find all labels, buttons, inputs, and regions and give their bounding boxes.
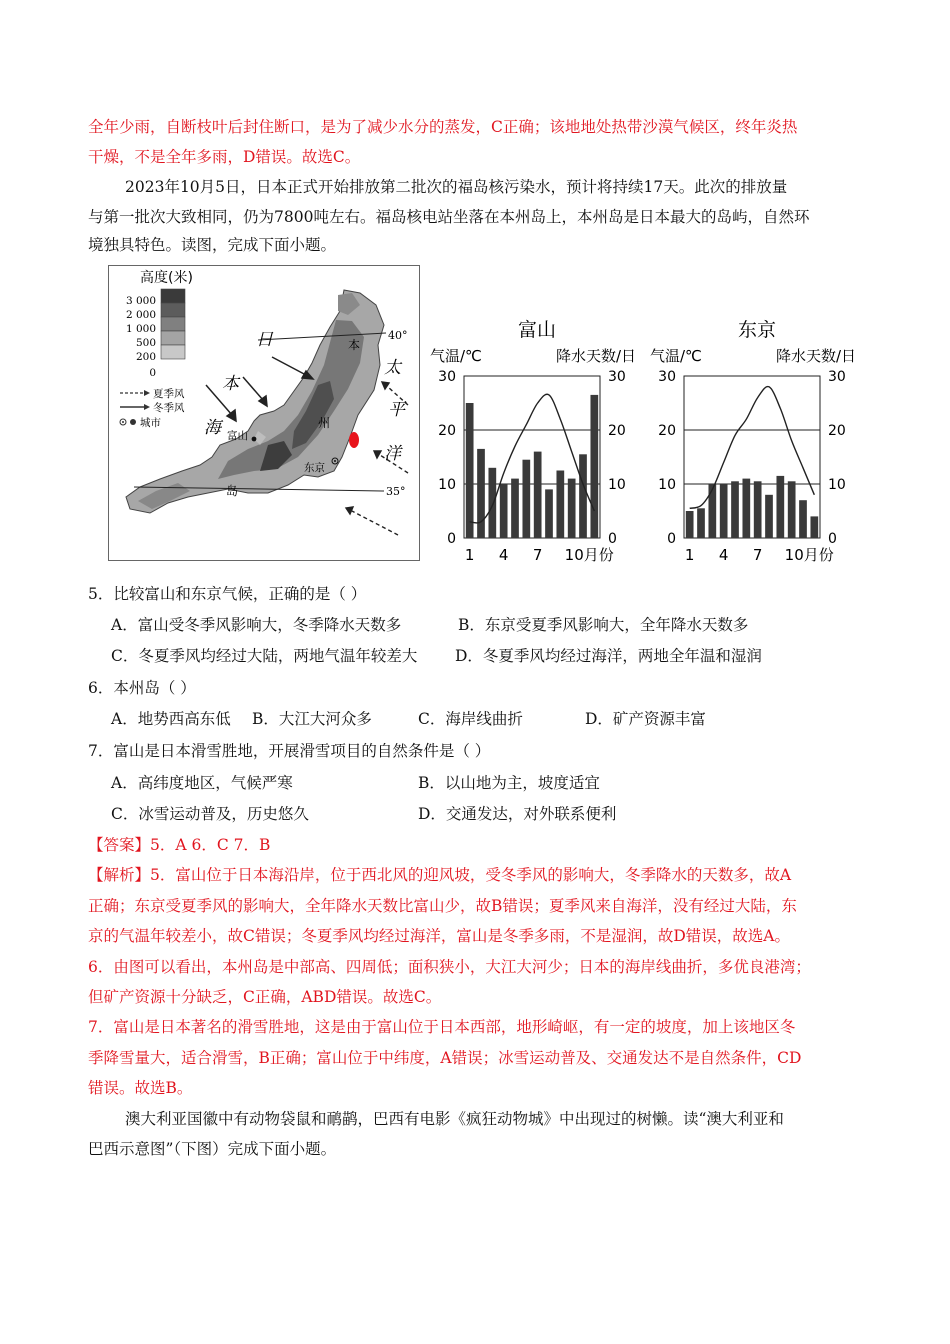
toyama-label: 富山 (227, 430, 248, 442)
y-axis-label-right: 降水天数/日 (555, 347, 636, 365)
x-tick-label: 7 (752, 546, 763, 564)
precip-bar (534, 452, 542, 538)
precip-bar (697, 508, 705, 538)
analysis-line-3: 京的气温年较差小，故C错误；冬夏季风均经过海洋，富山是冬季多雨，不是湿润，故D错误，故选A。 (88, 927, 790, 945)
y-tick-label-right: 20 (828, 423, 846, 439)
q5-option-c[interactable]: C．冬夏季风均经过大陆，两地气温年较差大 (111, 647, 418, 665)
winter-wind-label: 冬季风 (153, 402, 185, 414)
tokyo-climate-chart (648, 310, 860, 568)
precip-bar (466, 403, 474, 538)
legend-swatch (161, 331, 185, 345)
precip-bar (720, 484, 728, 538)
answer-text: 5．A 6．C 7．B (150, 836, 271, 854)
q7-option-b[interactable]: B．以山地为主，坡度适宜 (418, 774, 600, 792)
y-axis-label-right: 降水天数/日 (775, 347, 856, 365)
temperature-curve (470, 394, 595, 523)
precip-bar (522, 460, 530, 538)
x-tick-label: 1 (464, 546, 475, 564)
analysis-line-6: 7．富山是日本著名的滑雪胜地，这是由于富山位于日本西部，地形崎岖，有一定的坡度，加上该地区冬 (88, 1018, 796, 1036)
honshu-label-dao: 岛 (226, 484, 239, 498)
ocean-label-yang: 洋 (384, 444, 401, 464)
q7-option-d[interactable]: D．交通发达，对外联系便利 (418, 805, 617, 823)
analysis-line-4: 6．由图可以看出，本州岛是中部高、四周低；面积狭小，大江大河少；日本的海岸线曲折，多优良港湾； (88, 958, 811, 976)
toyama-city-dot (252, 437, 257, 442)
x-tick-label: 7 (532, 546, 543, 564)
x-tick-label: 10月份 (564, 546, 614, 564)
precip-bar (488, 468, 496, 538)
y-tick-label-left: 20 (438, 423, 456, 439)
analysis-line-8: 错误。故选B。 (88, 1079, 193, 1097)
precip-bar (511, 479, 519, 538)
precip-bar (477, 449, 485, 538)
answer-line (88, 834, 270, 856)
precip-bar (754, 481, 762, 538)
precip-bar (579, 454, 587, 538)
precip-bar (568, 479, 576, 538)
honshu-label-zhou: 州 (318, 416, 331, 430)
next-intro-line-1: 澳大利亚国徽中有动物袋鼠和鸸鹋，巴西有电影《疯狂动物城》中出现过的树懒。读“澳大利亚和 (125, 1110, 784, 1128)
y-tick-label-left: 10 (438, 477, 456, 493)
legend-swatch (161, 345, 185, 359)
analysis-line-7: 季降雪量大，适合滑雪，B正确；富山位于中纬度，A错误；冰雪运动普及、交通发达不是自然条件，CD (88, 1049, 802, 1067)
y-tick-label-left: 20 (658, 423, 676, 439)
y-axis-label-left: 气温/℃ (650, 347, 702, 365)
q6-option-b[interactable]: B．大江大河众多 (252, 710, 372, 728)
precip-bar (765, 495, 773, 538)
analysis-line-1 (88, 864, 791, 886)
legend-label: 0 (149, 367, 156, 379)
honshu-label-ben: 本 (348, 338, 361, 352)
japan-map (108, 265, 420, 561)
y-tick-label-right: 30 (608, 369, 626, 385)
q7-option-c[interactable]: C．冰雪运动普及，历史悠久 (111, 805, 309, 823)
analysis-text: 5．富山位于日本海沿岸，位于西北风的迎风坡，受冬季风的影响大，冬季降水的天数多，故A (150, 866, 792, 884)
precip-bar (788, 481, 796, 538)
precip-bar (776, 476, 784, 538)
legend-swatch (161, 289, 185, 303)
precip-bar (708, 484, 716, 538)
x-tick-label: 10月份 (784, 546, 834, 564)
summer-wind-label: 夏季风 (153, 388, 185, 400)
legend-swatch (161, 317, 185, 331)
precip-bar (556, 471, 564, 539)
x-tick-label: 4 (498, 546, 509, 564)
precip-bar (545, 489, 553, 538)
intro-line-2: 与第一批次大致相同，仍为7800吨左右。福岛核电站坐落在本州岛上，本州岛是日本最大的岛屿，自然环 (88, 208, 810, 226)
legend-title: 高度(米) (140, 270, 193, 286)
answer-tag: 【答案】 (88, 836, 151, 854)
sea-label-ben: 本 (222, 374, 239, 394)
precip-bar (810, 516, 818, 538)
prev-answer-line-2: 干燥，不是全年多雨，D错误。故选C。 (88, 148, 361, 166)
q5-option-b[interactable]: B．东京受夏季风影响大，全年降水天数多 (458, 616, 749, 634)
precip-bar (799, 500, 807, 538)
q7-option-a[interactable]: A．高纬度地区，气候严寒 (111, 774, 293, 792)
precip-bar (731, 481, 739, 538)
q5-option-a[interactable]: A．富山受冬季风影响大，冬季降水天数多 (111, 616, 402, 634)
q5-stem: 5．比较富山和东京气候，正确的是（ ） (88, 585, 367, 603)
q5-option-d[interactable]: D．冬夏季风均经过海洋，两地全年温和湿润 (455, 647, 762, 665)
legend-label: 1 000 (125, 323, 156, 335)
precip-bar (686, 511, 694, 538)
toyama-climate-chart (428, 310, 636, 568)
y-tick-label-right: 10 (608, 477, 626, 493)
sea-label-hai: 海 (204, 418, 221, 438)
analysis-line-2: 正确；东京受夏季风的影响大，全年降水天数比富山少，故B错误；夏季风来自海洋，没有经过大陆，东 (88, 897, 797, 915)
legend-label: 2 000 (125, 309, 156, 321)
y-tick-label-right: 20 (608, 423, 626, 439)
x-tick-label: 1 (684, 546, 695, 564)
y-tick-label-left: 30 (438, 369, 456, 385)
y-tick-label-right: 10 (828, 477, 846, 493)
precip-bar (500, 484, 508, 538)
precip-bar (590, 395, 598, 538)
ocean-label-tai: 太 (384, 358, 401, 378)
y-axis-label-left: 气温/℃ (430, 347, 482, 365)
legend-label: 3 000 (125, 295, 156, 307)
q7-stem: 7．富山是日本滑雪胜地，开展滑雪项目的自然条件是（ ） (88, 742, 491, 760)
lat-35-label: 35° (386, 485, 406, 498)
chart-title: 东京 (738, 319, 777, 341)
y-tick-label-left: 0 (447, 531, 456, 547)
legend-label: 200 (135, 351, 156, 363)
sea-label-ri: 日 (256, 330, 273, 350)
analysis-tag: 【解析】 (88, 866, 151, 884)
q6-option-d[interactable]: D．矿产资源丰富 (585, 710, 706, 728)
lat-40-label: 40° (388, 329, 408, 342)
q6-option-c[interactable]: C．海岸线曲折 (418, 710, 523, 728)
y-tick-label-right: 30 (828, 369, 846, 385)
q6-option-a[interactable]: A．地势西高东低 (111, 710, 231, 728)
y-tick-label-left: 0 (667, 531, 676, 547)
fukushima-marker (349, 432, 359, 448)
y-tick-label-right: 0 (828, 531, 837, 547)
city-label: 城市 (140, 417, 161, 429)
y-tick-label-left: 10 (658, 477, 676, 493)
legend-label: 500 (135, 337, 156, 349)
y-tick-label-left: 30 (658, 369, 676, 385)
chart-title: 富山 (518, 319, 557, 341)
intro-line-3: 境独具特色。读图，完成下面小题。 (88, 236, 337, 254)
y-tick-label-right: 0 (608, 531, 617, 547)
q6-stem: 6．本州岛（ ） (88, 679, 196, 697)
tokyo-label: 东京 (304, 462, 325, 474)
prev-answer-line-1: 全年少雨，自断枝叶后封住断口，是为了减少水分的蒸发，C正确；该地地处热带沙漠气候区，终年炎热 (88, 118, 798, 136)
temperature-curve (690, 387, 815, 509)
ocean-label-ping: 平 (388, 400, 405, 420)
precip-bar (742, 479, 750, 538)
analysis-line-5: 但矿产资源十分缺乏，C正确，ABD错误。故选C。 (88, 988, 442, 1006)
intro-line-1: 2023年10月5日，日本正式开始排放第二批次的福岛核污染水，预计将持续17天。此次的排放量 (125, 178, 788, 196)
x-tick-label: 4 (718, 546, 729, 564)
legend-swatch (161, 303, 185, 317)
next-intro-line-2: 巴西示意图”（下图）完成下面小题。 (88, 1140, 337, 1158)
